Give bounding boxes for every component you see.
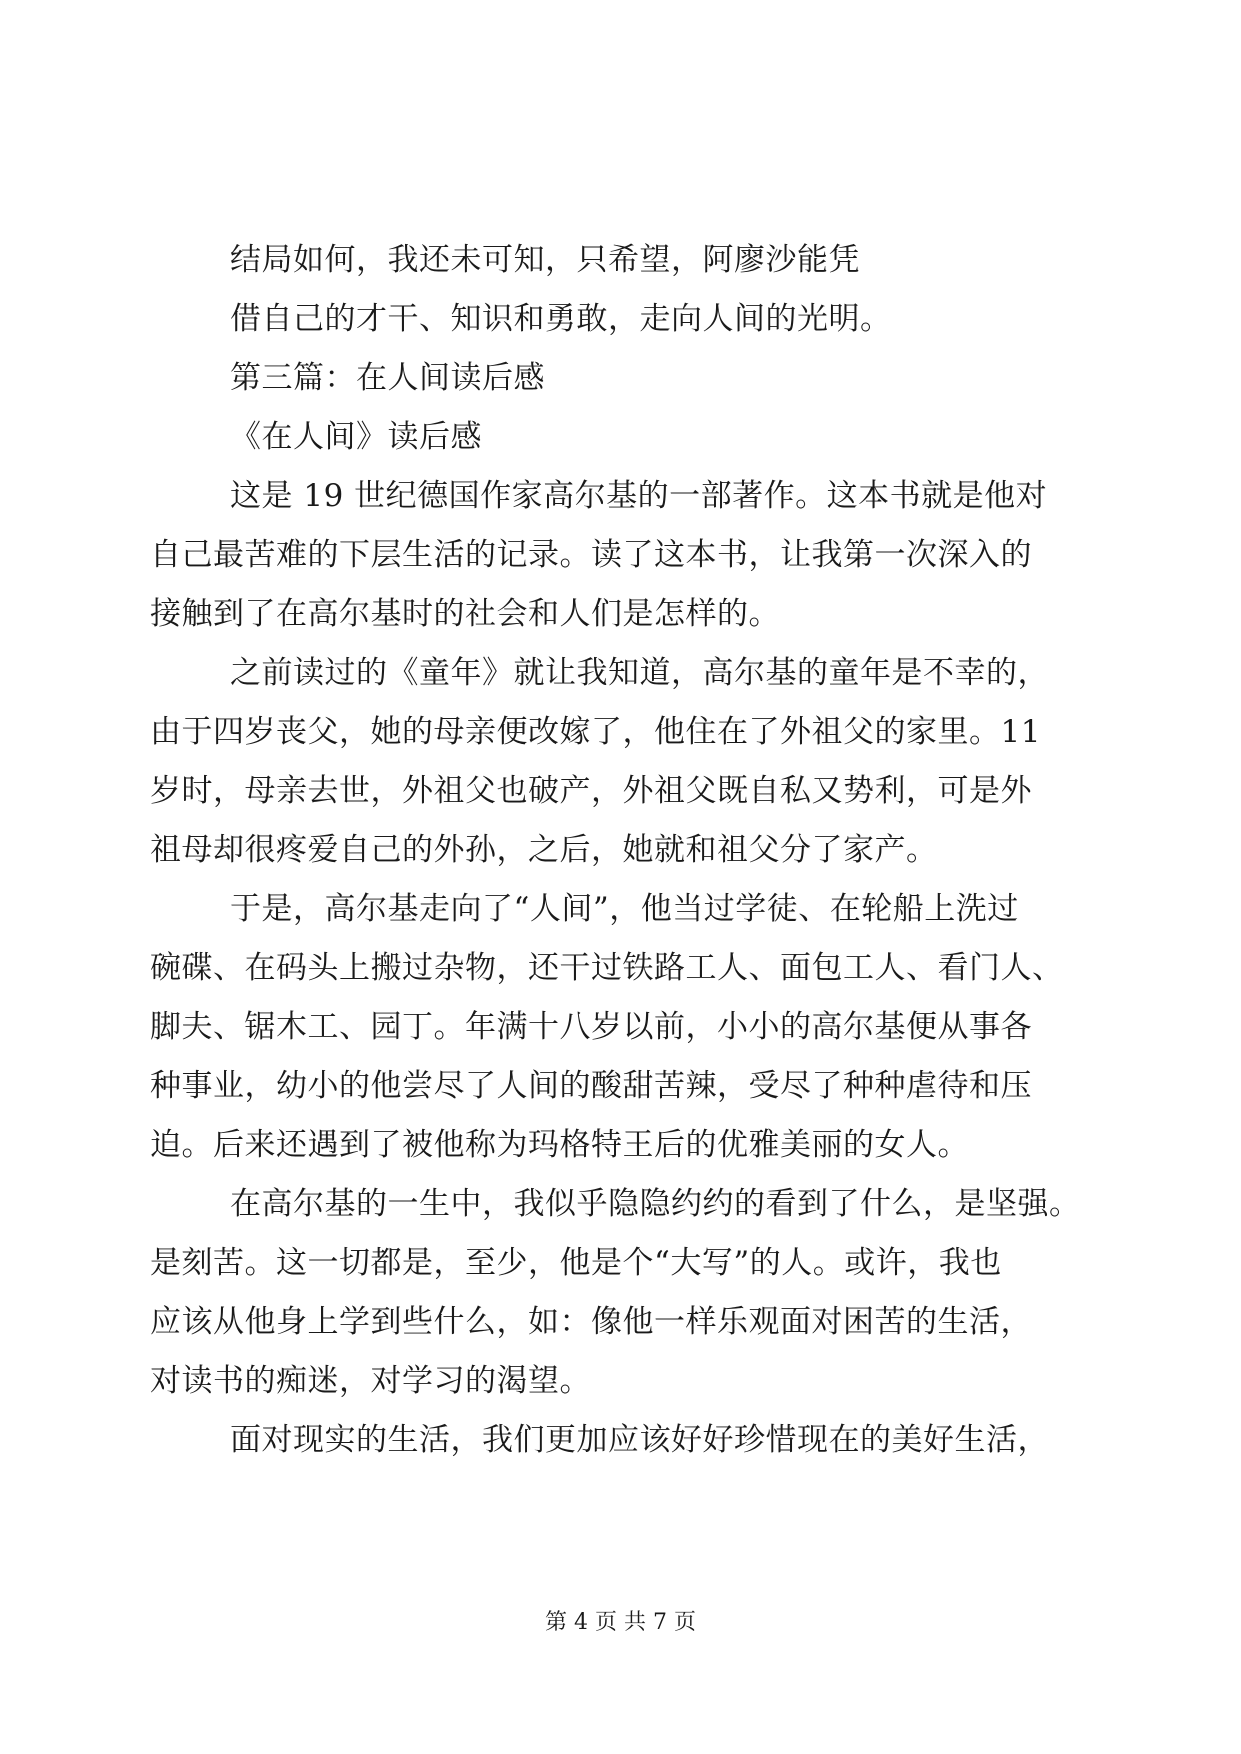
text-line: 应该从他身上学到些什么，如：像他一样乐观面对困苦的生活， [150,1304,1032,1340]
text-line: 由于四岁丧父，她的母亲便改嫁了，他住在了外祖父的家里。11 [150,714,1041,750]
text-line: 《在人间》读后感 [230,419,482,455]
text-line: 种事业，幼小的他尝尽了人间的酸甜苦辣，受尽了种种虐待和压 [150,1068,1032,1104]
text-line: 岁时，母亲去世，外祖父也破产，外祖父既自私又势利，可是外 [150,773,1032,809]
text-line: 于是，高尔基走向了“人间”，他当过学徒、在轮船上洗过 [230,891,1019,927]
text-line: 之前读过的《童年》就让我知道，高尔基的童年是不幸的， [230,655,1049,691]
text-line: 借自己的才干、知识和勇敢，走向人间的光明。 [230,301,892,337]
text-line: 是刻苦。这一切都是，至少，他是个“大写”的人。或许，我也 [150,1245,1002,1281]
text-line: 迫。后来还遇到了被他称为玛格特王后的优雅美丽的女人。 [150,1127,969,1163]
text-line: 碗碟、在码头上搬过杂物，还干过铁路工人、面包工人、看门人、 [150,950,1064,986]
text-line: 脚夫、锯木工、园丁。年满十八岁以前，小小的高尔基便从事各 [150,1009,1032,1045]
text-line: 结局如何，我还未可知，只希望，阿廖沙能凭 [230,242,860,278]
body-text [150,231,1090,1470]
text-line: 面对现实的生活，我们更加应该好好珍惜现在的美好生活， [230,1422,1049,1458]
text-line: 在高尔基的一生中，我似乎隐隐约约的看到了什么，是坚强。 [230,1186,1081,1222]
text-line: 自己最苦难的下层生活的记录。读了这本书，让我第一次深入的 [150,537,1032,573]
text-line: 对读书的痴迷，对学习的渴望。 [150,1363,591,1399]
text-line: 第三篇：在人间读后感 [230,360,545,396]
text-line: 祖母却很疼爱自己的外孙，之后，她就和祖父分了家产。 [150,832,938,868]
text-line: 接触到了在高尔基时的社会和人们是怎样的。 [150,596,780,632]
text-line: 这是 19 世纪德国作家高尔基的一部著作。这本书就是他对 [230,478,1048,514]
page-footer: 第 4 页 共 7 页 [545,1610,696,1635]
